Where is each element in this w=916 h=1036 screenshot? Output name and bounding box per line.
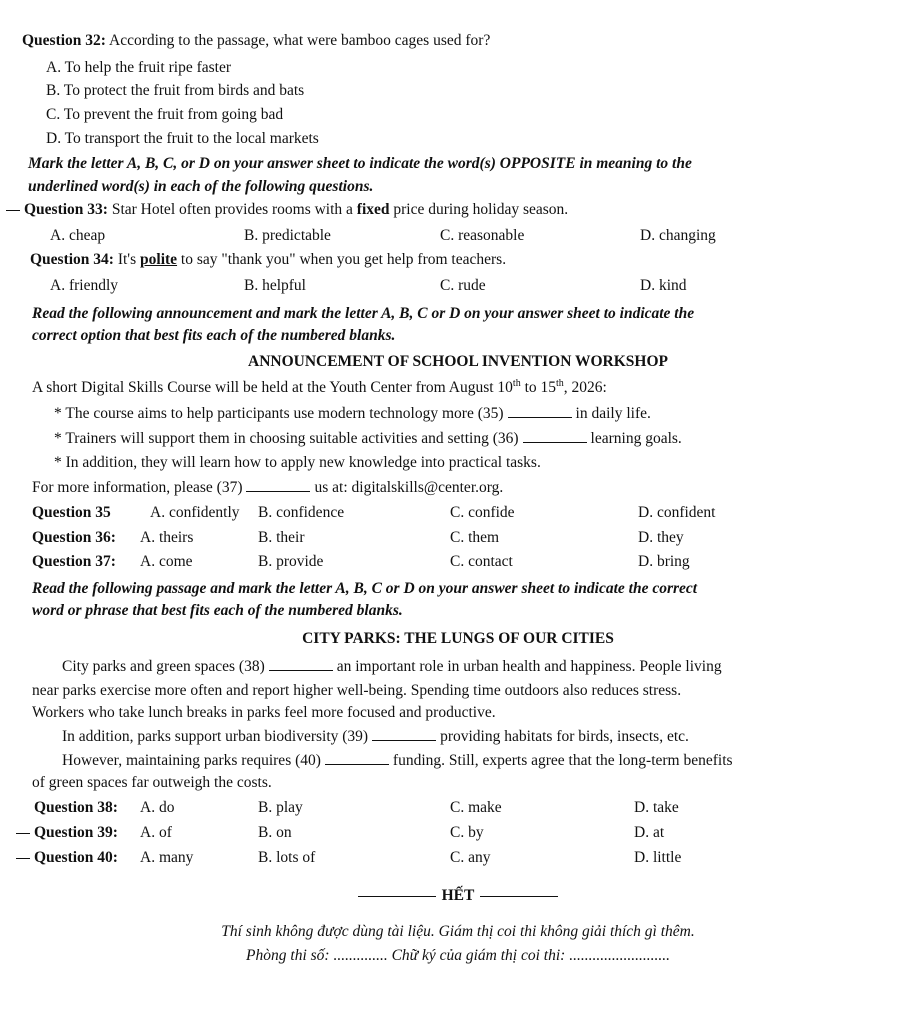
option-a: A. friendly <box>50 277 119 294</box>
instruction-announcement-line1: Read the following announcement and mark the letter A, B, C or D on your answer sheet to indicate the <box>32 305 695 322</box>
question-text: Star Hotel often provides rooms with a <box>111 201 353 218</box>
option-c: C. confide <box>450 504 515 521</box>
bullet-icon: * <box>54 430 62 447</box>
superscript: th <box>512 377 521 389</box>
option-b: B. confidence <box>258 504 345 521</box>
question-label: Question 39: <box>34 824 118 841</box>
option-b: B. helpful <box>244 277 306 294</box>
blank-39 <box>372 726 436 741</box>
question-34 <box>30 249 506 271</box>
passage-p1-line1 <box>62 656 722 678</box>
option-c: C. rude <box>440 277 486 294</box>
divider <box>480 896 558 897</box>
bullet-text: in daily life. <box>575 405 651 422</box>
question-text: to say "thank you" when you get help from teachers. <box>180 251 507 268</box>
option-b: B. provide <box>258 553 324 570</box>
intro-text: A short Digital Skills Course will be held at the Youth Center from August 10 <box>32 379 513 396</box>
margin-dash <box>16 833 30 834</box>
question-38-label: Question 38: <box>34 799 118 816</box>
option-d: D. confident <box>638 504 716 521</box>
option-b: B. To protect the fruit from birds and bats <box>46 82 305 99</box>
target-word: fixed <box>356 201 390 218</box>
announcement-intro <box>32 377 607 399</box>
intro-text: , 2026: <box>563 379 607 396</box>
option-a: A. do <box>140 799 175 816</box>
bullet-icon: * <box>54 454 62 471</box>
passage-text: funding. Still, experts agree that the long-term benefits <box>392 752 733 769</box>
option-d: D. they <box>638 529 684 546</box>
passage-p3-line2: of green spaces far outweigh the costs. <box>32 774 272 791</box>
end-marker <box>0 885 916 907</box>
option-c: C. them <box>450 529 500 546</box>
passage-text: City parks and green spaces (38) <box>62 658 265 675</box>
option-d: D. at <box>634 824 665 841</box>
question-37-label: Question 37: <box>32 553 116 570</box>
option-c: C. any <box>450 849 491 866</box>
instruction-announcement-line2: correct option that best fits each of the numbered blanks. <box>32 327 396 344</box>
instruction-passage-line1: Read the following passage and mark the letter A, B, C or D on your answer sheet to indicate the correct <box>32 580 698 597</box>
option-c: C. make <box>450 799 502 816</box>
bullet-text: In addition, they will learn how to apply new knowledge into practical tasks. <box>65 454 541 471</box>
passage-p2 <box>62 726 689 748</box>
instruction-opposite-line2: underlined word(s) in each of the following questions. <box>28 178 374 195</box>
question-label: Question 40: <box>34 849 118 866</box>
option-a: A. of <box>140 824 172 841</box>
passage-text: providing habitats for birds, insects, etc. <box>440 728 689 745</box>
passage-title: CITY PARKS: THE LUNGS OF OUR CITIES <box>302 630 614 647</box>
bullet-3 <box>54 452 541 474</box>
announcement-title: ANNOUNCEMENT OF SCHOOL INVENTION WORKSHOP <box>248 353 668 370</box>
contact-text: us at: digitalskills@center.org. <box>314 479 504 496</box>
bullet-text: The course aims to help participants use modern technology more (35) <box>65 405 504 422</box>
option-b: B. predictable <box>244 227 331 244</box>
question-label: Question 33: <box>24 201 108 218</box>
option-d: D. bring <box>638 553 690 570</box>
margin-dash <box>16 858 30 859</box>
question-39-label <box>16 822 118 844</box>
question-40-label <box>16 847 118 869</box>
bullet-35 <box>54 403 651 425</box>
margin-dash <box>6 210 20 211</box>
end-text: HẾT <box>441 887 475 904</box>
passage-text: In addition, parks support urban biodiversity (39) <box>62 728 369 745</box>
question-text: price during holiday season. <box>393 201 569 218</box>
option-d: D. changing <box>640 227 716 244</box>
option-c: C. by <box>450 824 484 841</box>
passage-text: However, maintaining parks requires (40) <box>62 752 321 769</box>
question-33 <box>6 199 568 221</box>
question-text: It's <box>117 251 137 268</box>
passage-p1-line3: Workers who take lunch breaks in parks feel more focused and productive. <box>32 704 496 721</box>
option-b: B. on <box>258 824 292 841</box>
passage-text: an important role in urban health and happiness. People living <box>336 658 722 675</box>
divider <box>358 896 436 897</box>
bullet-text: learning goals. <box>590 430 682 447</box>
passage-p3-line1 <box>62 750 733 772</box>
option-b: B. play <box>258 799 303 816</box>
option-b: B. their <box>258 529 305 546</box>
bullet-icon: * <box>54 405 62 422</box>
option-c: C. To prevent the fruit from going bad <box>46 106 284 123</box>
question-32 <box>22 30 490 52</box>
blank-38 <box>269 656 333 671</box>
bullet-text: Trainers will support them in choosing suitable activities and setting (36) <box>65 430 519 447</box>
question-label: Question 32: <box>22 32 106 49</box>
blank-37 <box>246 477 310 492</box>
superscript: th <box>556 377 564 389</box>
intro-text: to 15 <box>520 379 557 396</box>
instruction-passage-line2: word or phrase that best fits each of the numbered blanks. <box>32 602 403 619</box>
bullet-36 <box>54 428 682 450</box>
blank-35 <box>508 403 572 418</box>
contact-text: For more information, please (37) <box>32 479 243 496</box>
option-a: A. many <box>140 849 194 866</box>
question-label: Question 34: <box>30 251 114 268</box>
question-text: According to the passage, what were bamboo cages used for? <box>109 32 491 49</box>
passage-p1-line2: near parks exercise more often and report higher well-being. Spending time outdoors also reduces stress. <box>32 682 682 699</box>
footer-note: Thí sinh không được dùng tài liệu. Giám thị coi thi không giải thích gì thêm. <box>221 923 695 940</box>
option-d: D. To transport the fruit to the local markets <box>46 130 319 147</box>
underlined-word: polite <box>140 251 178 268</box>
question-35-label: Question 35 <box>32 504 111 521</box>
footer-room: Phòng thi số: .............. Chữ ký của giám thị coi thi: .......................... <box>246 947 670 964</box>
option-d: D. kind <box>640 277 687 294</box>
instruction-opposite-line1: Mark the letter A, B, C, or D on your answer sheet to indicate the word(s) OPPOSITE in meaning to the <box>28 155 692 172</box>
option-a: A. theirs <box>140 529 194 546</box>
option-a: A. come <box>140 553 193 570</box>
question-36-label: Question 36: <box>32 529 116 546</box>
blank-36 <box>523 428 587 443</box>
blank-40 <box>325 750 389 765</box>
announcement-contact <box>32 477 503 499</box>
option-a: A. To help the fruit ripe faster <box>46 59 232 76</box>
option-c: C. reasonable <box>440 227 525 244</box>
option-a: A. cheap <box>50 227 106 244</box>
option-d: D. take <box>634 799 679 816</box>
option-a: A. confidently <box>150 504 240 521</box>
option-b: B. lots of <box>258 849 316 866</box>
option-d: D. little <box>634 849 682 866</box>
option-c: C. contact <box>450 553 513 570</box>
